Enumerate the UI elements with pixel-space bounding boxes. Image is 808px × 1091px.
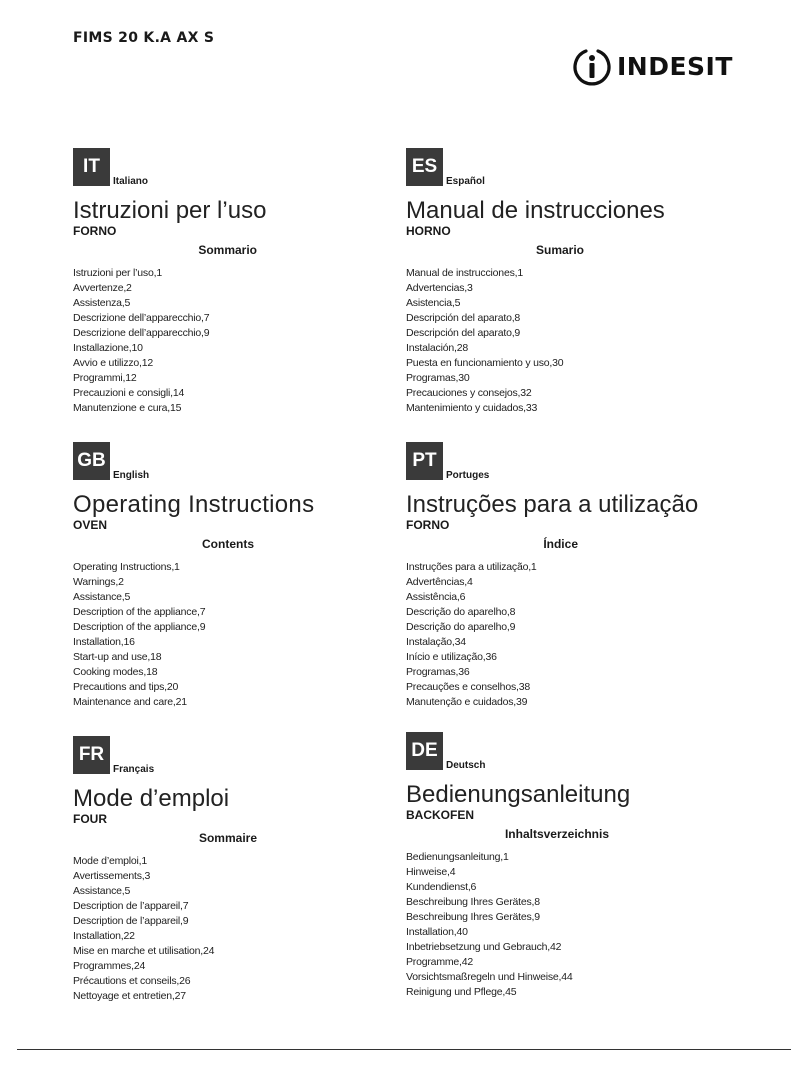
toc-heading: Sommaire — [198, 831, 257, 845]
toc-item: Installazione,10 — [73, 342, 143, 354]
toc-item: Assistência,6 — [406, 591, 466, 603]
toc-item: Avvertenze,2 — [73, 282, 132, 294]
toc-item: Manutenção e cuidados,39 — [406, 696, 528, 708]
section-it — [73, 148, 403, 416]
toc-heading: Contents — [202, 537, 254, 551]
language-name: Italiano — [113, 176, 149, 187]
toc-item: Assistance,5 — [73, 885, 131, 897]
section-title: Manual de instrucciones — [406, 197, 665, 224]
toc-item: Puesta en funcionamiento y uso,30 — [406, 357, 564, 369]
brand-logo — [571, 44, 733, 88]
appliance-name: FOUR — [73, 812, 107, 826]
toc-item: Descrição do aparelho,9 — [406, 621, 516, 633]
toc-item: Mantenimiento y cuidados,33 — [406, 402, 538, 414]
toc-item: Installation,40 — [406, 926, 468, 938]
toc-item: Warnings,2 — [73, 576, 124, 588]
toc-item: Precauciones y consejos,32 — [406, 387, 532, 399]
language-badge: DE — [406, 732, 443, 770]
toc-item: Asistencia,5 — [406, 297, 461, 309]
section-es — [406, 148, 736, 416]
toc-item: Description of the appliance,9 — [73, 621, 206, 633]
toc-item: Start-up and use,18 — [73, 651, 162, 663]
section-de — [406, 732, 736, 1000]
toc-item: Programmes,24 — [73, 960, 146, 972]
toc-list — [73, 266, 403, 416]
appliance-name: OVEN — [73, 518, 108, 532]
toc-list — [406, 266, 736, 416]
toc-item: Reinigung und Pflege,45 — [406, 986, 517, 998]
section-gb — [73, 442, 403, 710]
language-name: Portuges — [446, 470, 490, 481]
language-badge: GB — [73, 442, 110, 480]
toc-item: Descrição do aparelho,8 — [406, 606, 516, 618]
toc-item: Kundendienst,6 — [406, 881, 477, 893]
toc-item: Instalación,28 — [406, 342, 468, 354]
toc-item: Precautions and tips,20 — [73, 681, 179, 693]
toc-item: Nettoyage et entretien,27 — [73, 990, 186, 1002]
section-pt — [406, 442, 736, 710]
model-code: FIMS 20 K.A AX S — [73, 30, 215, 46]
toc-item: Installation,22 — [73, 930, 135, 942]
toc-list — [406, 850, 736, 1000]
toc-item: Início e utilização,36 — [406, 651, 497, 663]
toc-item: Advertencias,3 — [406, 282, 473, 294]
toc-item: Advertências,4 — [406, 576, 473, 588]
language-name: Deutsch — [446, 760, 486, 771]
toc-item: Descrizione dell’apparecchio,9 — [73, 327, 210, 339]
toc-item: Descripción del aparato,9 — [406, 327, 521, 339]
toc-item: Programas,36 — [406, 666, 470, 678]
toc-item: Descrizione dell’apparecchio,7 — [73, 312, 210, 324]
toc-item: Installation,16 — [73, 636, 135, 648]
toc-item: Vorsichtsmaßregeln und Hinweise,44 — [406, 971, 573, 983]
toc-item: Manual de instrucciones,1 — [406, 267, 523, 279]
section-fr — [73, 736, 403, 1004]
toc-item: Description de l’appareil,7 — [73, 900, 189, 912]
toc-item: Manutenzione e cura,15 — [73, 402, 182, 414]
toc-item: Assistance,5 — [73, 591, 131, 603]
toc-item: Operating Instructions,1 — [73, 561, 180, 573]
toc-item: Description of the appliance,7 — [73, 606, 206, 618]
toc-item: Précautions et conseils,26 — [73, 975, 191, 987]
appliance-name: BACKOFEN — [406, 808, 474, 822]
toc-item: Bedienungsanleitung,1 — [406, 851, 509, 863]
toc-item: Descripción del aparato,8 — [406, 312, 521, 324]
toc-item: Istruzioni per l’uso,1 — [73, 267, 162, 279]
toc-item: Avvio e utilizzo,12 — [73, 357, 154, 369]
toc-heading: Inhaltsverzeichnis — [504, 827, 609, 841]
language-badge: IT — [73, 148, 110, 186]
toc-list — [406, 560, 736, 710]
section-title: Istruzioni per l’uso — [73, 197, 267, 224]
toc-item: Programas,30 — [406, 372, 470, 384]
language-name: Español — [446, 176, 485, 187]
indesit-i-circle-logo-icon — [571, 45, 613, 87]
toc-item: Beschreibung Ihres Gerätes,9 — [406, 911, 540, 923]
toc-item: Instruções para a utilização,1 — [406, 561, 537, 573]
appliance-name: FORNO — [406, 518, 450, 532]
toc-heading: Sumario — [535, 243, 584, 257]
appliance-name: FORNO — [73, 224, 117, 238]
language-badge: PT — [406, 442, 443, 480]
toc-list — [73, 854, 403, 1004]
section-title: Mode d’emploi — [73, 785, 230, 812]
section-title: Operating Instructions — [73, 491, 315, 518]
toc-item: Instalação,34 — [406, 636, 466, 648]
toc-item: Programme,42 — [406, 956, 474, 968]
toc-item: Cooking modes,18 — [73, 666, 158, 678]
brand-name: INDESIT — [617, 51, 733, 81]
toc-item: Programmi,12 — [73, 372, 137, 384]
footer-rule — [17, 1049, 791, 1050]
toc-item: Mode d’emploi,1 — [73, 855, 148, 867]
toc-item: Hinweise,4 — [406, 866, 456, 878]
language-name: Français — [113, 764, 155, 775]
toc-item: Precauções e conselhos,38 — [406, 681, 530, 693]
toc-item: Assistenza,5 — [73, 297, 131, 309]
language-name: English — [113, 470, 150, 481]
toc-item: Inbetriebsetzung und Gebrauch,42 — [406, 941, 562, 953]
toc-item: Mise en marche et utilisation,24 — [73, 945, 215, 957]
toc-heading: Índice — [543, 537, 578, 551]
toc-item: Maintenance and care,21 — [73, 696, 187, 708]
toc-item: Beschreibung Ihres Gerätes,8 — [406, 896, 540, 908]
toc-item: Precauzioni e consigli,14 — [73, 387, 185, 399]
language-badge: FR — [73, 736, 110, 774]
section-title: Bedienungsanleitung — [406, 781, 631, 808]
toc-heading: Sommario — [198, 243, 257, 257]
language-badge: ES — [406, 148, 443, 186]
toc-item: Avertissements,3 — [73, 870, 151, 882]
section-title: Instruções para a utilização — [406, 491, 699, 518]
toc-item: Description de l’appareil,9 — [73, 915, 189, 927]
toc-list — [73, 560, 403, 710]
appliance-name: HORNO — [406, 224, 451, 238]
